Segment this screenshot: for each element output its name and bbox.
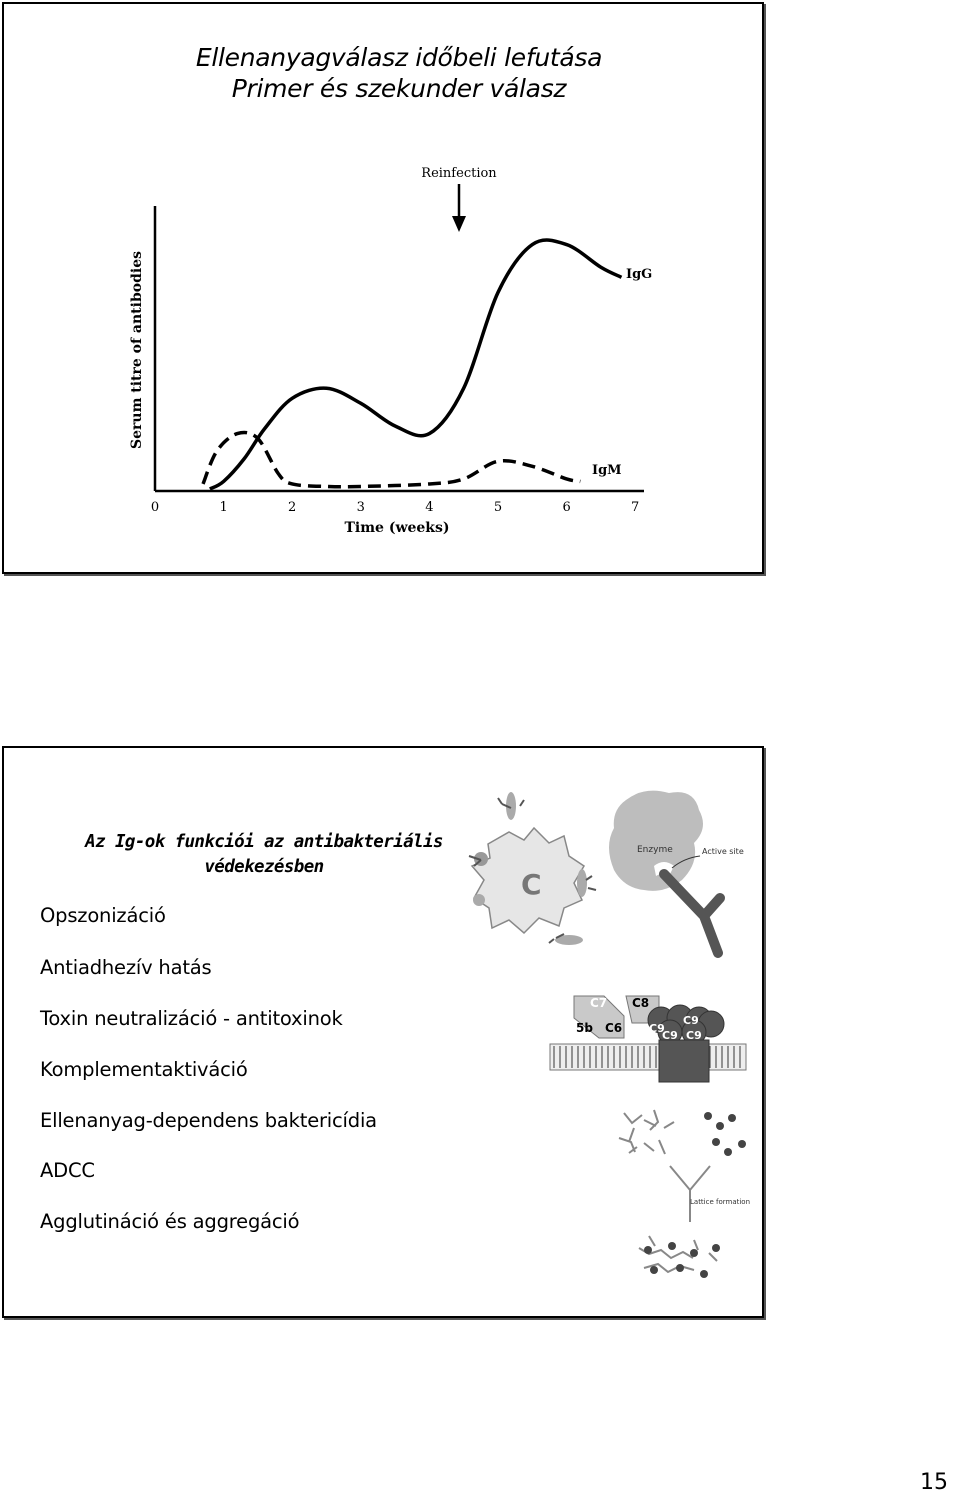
x-tick-3: 3	[356, 500, 365, 515]
complement-c9c: C9	[662, 1029, 678, 1042]
illustrations	[4, 748, 762, 1316]
x-tick-5: 5	[493, 500, 503, 515]
list-item-agglutination: Agglutináció és aggregáció	[40, 1210, 300, 1233]
series-label-igg: IgG	[626, 267, 653, 282]
complement-5b: 5b	[576, 1021, 593, 1035]
list-item-antiadhesive: Antiadhezív hatás	[40, 956, 212, 979]
complement-c9b: C9	[683, 1014, 699, 1027]
lattice-label: Lattice formation	[690, 1198, 751, 1206]
series-line-igg	[210, 240, 622, 489]
complement-c9a: C9	[649, 1022, 665, 1035]
x-tick-7: 7	[631, 500, 640, 515]
complement-c9d: C9	[686, 1029, 702, 1042]
enzyme-label: Enzyme	[637, 845, 673, 855]
list-item-opsonization: Opszonizáció	[40, 904, 166, 927]
agglutination-illustration	[619, 1110, 750, 1278]
complement-c7: C7	[590, 996, 608, 1010]
list-item-bactericidal: Ellenanyag-dependens baktericídia	[40, 1109, 377, 1132]
x-tick-1: 1	[219, 500, 228, 515]
arrow-down-icon	[452, 184, 466, 232]
antibody-titre-chart	[4, 4, 762, 572]
phagocyte-illustration	[469, 792, 596, 945]
list-item-adcc: ADCC	[40, 1159, 95, 1182]
slide-ig-functions	[2, 746, 764, 1318]
title-line-2: Primer és szekunder válasz	[231, 74, 567, 103]
complement-c6: C6	[605, 1021, 623, 1035]
heading-line-1: Az Ig-ok funkciói az antibakteriális	[85, 832, 443, 852]
series-line-igm	[203, 432, 580, 486]
x-tick-6: 6	[562, 500, 571, 515]
y-axis-label: Serum titre of antibodies	[129, 251, 145, 449]
page-number: 15	[920, 1470, 948, 1495]
reinfection-label: Reinfection	[421, 166, 497, 181]
enzyme-illustration	[609, 791, 744, 953]
phagocyte-label: C	[521, 868, 542, 901]
x-tick-2: 2	[288, 500, 297, 515]
list-item-toxin-neutralization: Toxin neutralizáció - antitoxinok	[40, 1007, 343, 1030]
series-label-igm: IgM	[592, 463, 622, 478]
active-site-label: Active site	[702, 847, 744, 856]
complement-illustration	[550, 996, 746, 1082]
x-axis-label: Time (weeks)	[344, 520, 450, 536]
title-line-1: Ellenanyagválasz időbeli lefutása	[195, 43, 603, 72]
list-item-complement: Komplementaktiváció	[40, 1058, 248, 1081]
x-tick-4: 4	[425, 500, 434, 515]
heading-line-2: védekezésben	[204, 857, 324, 877]
x-tick-labels	[151, 500, 639, 515]
complement-c8: C8	[632, 996, 650, 1010]
slide-antibody-response	[2, 2, 764, 574]
x-tick-0: 0	[150, 500, 160, 515]
